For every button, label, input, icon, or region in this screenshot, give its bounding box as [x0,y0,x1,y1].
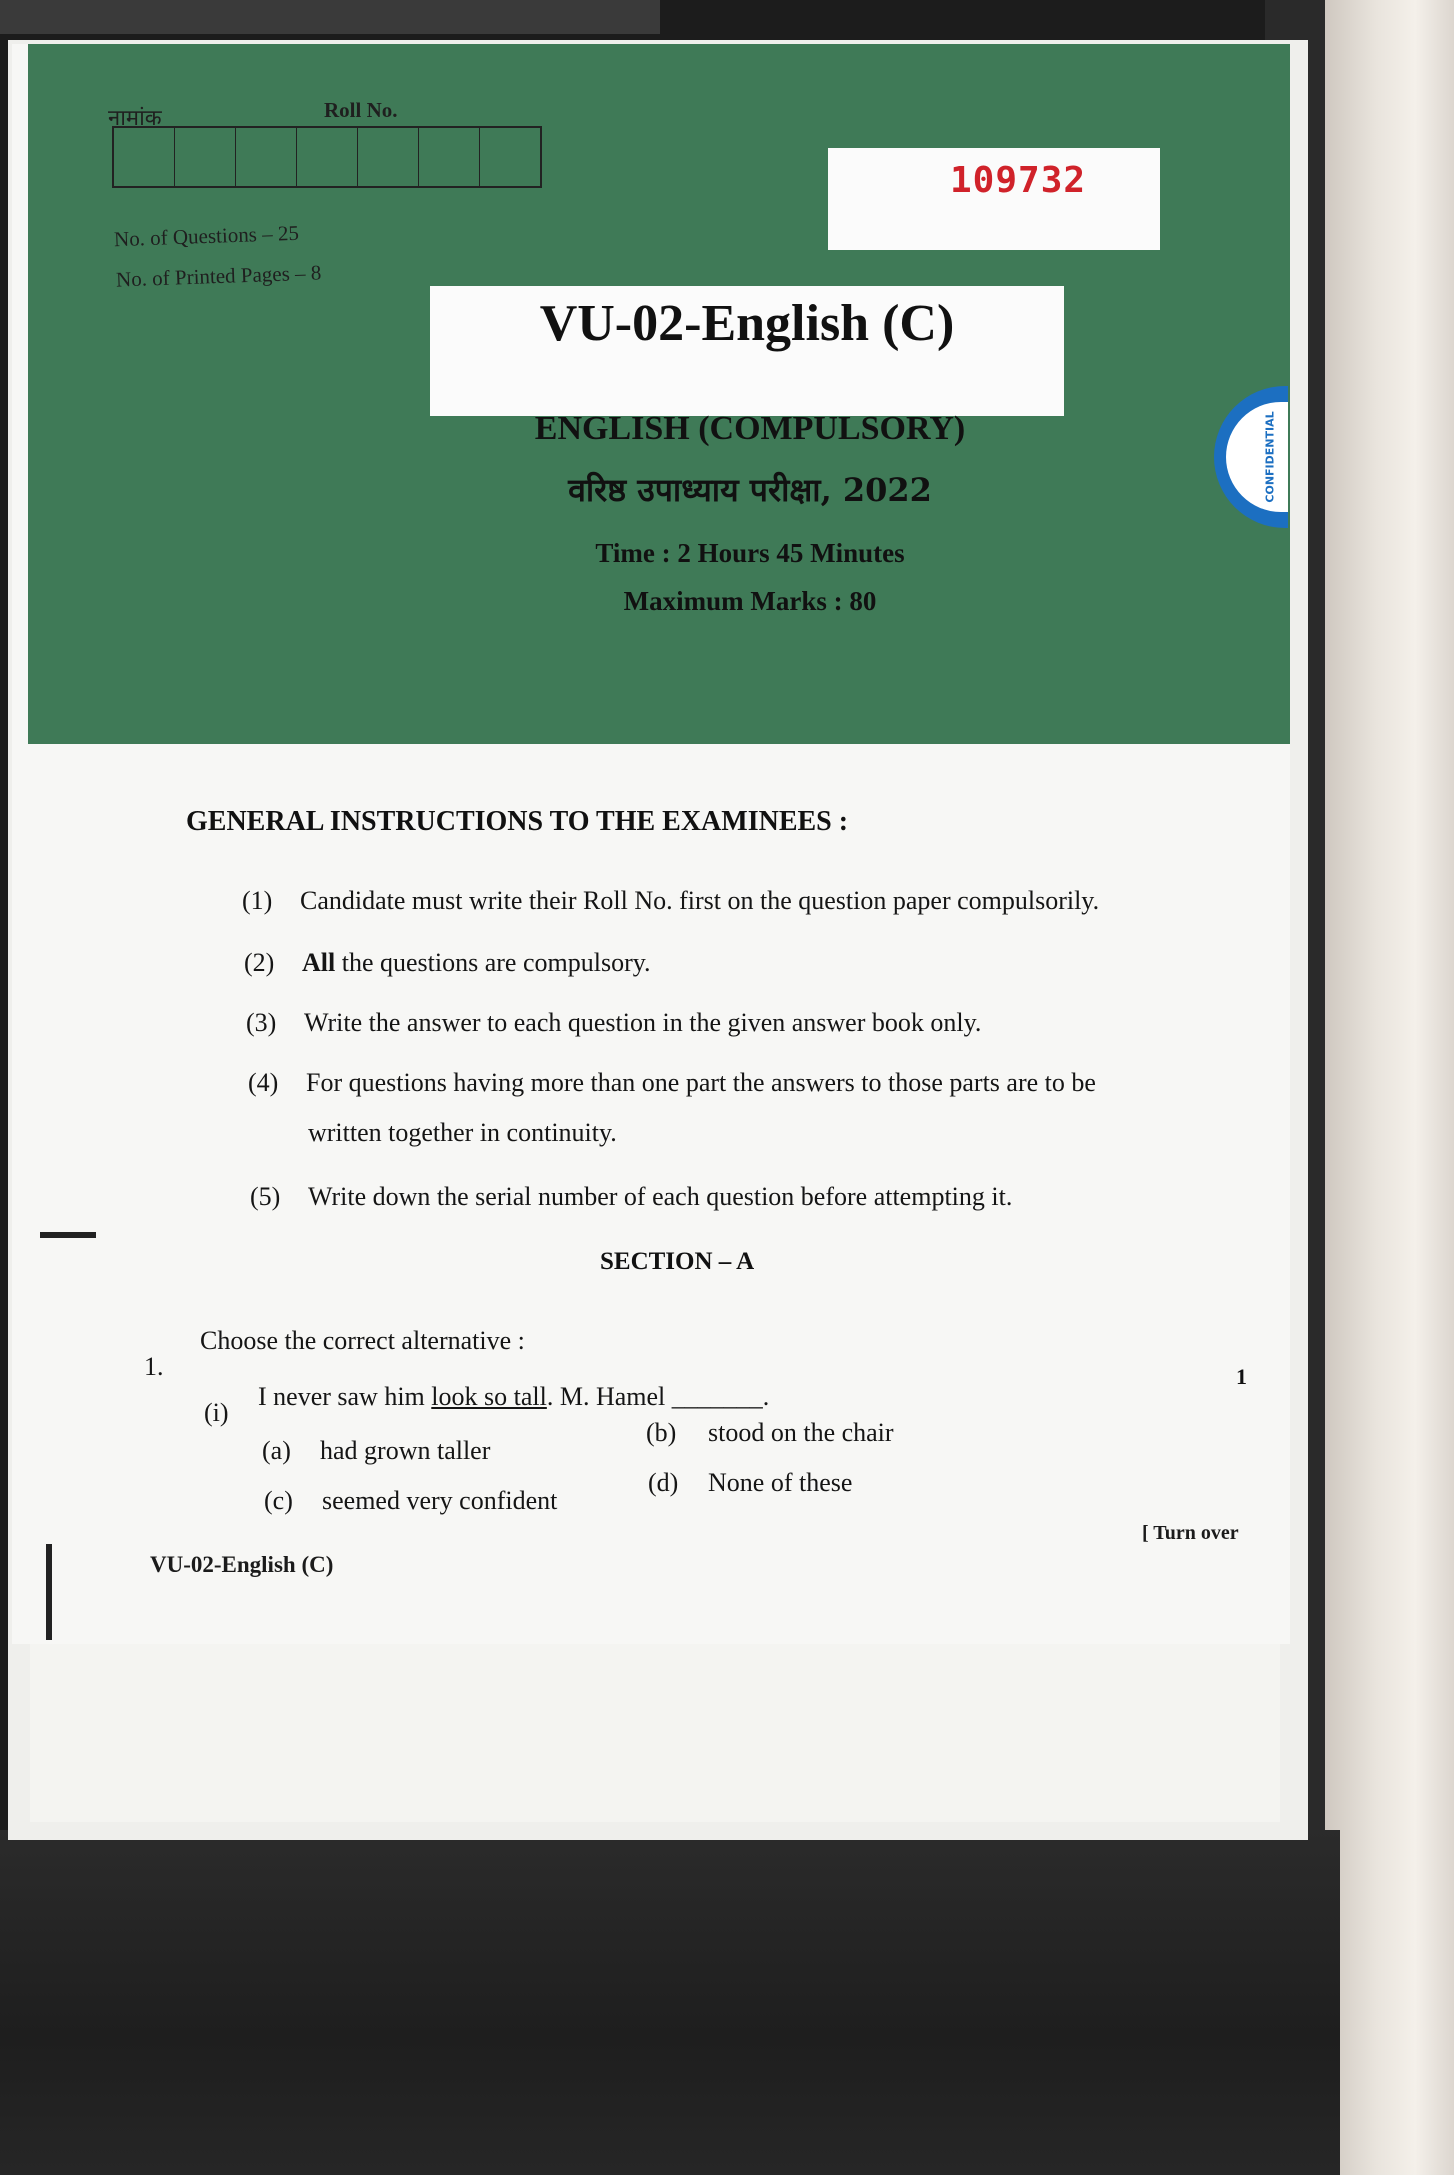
scan-background-right [1325,0,1454,2175]
sub-question-pre: I never saw him [258,1382,425,1411]
option [648,1468,852,1498]
instruction-item [246,1008,981,1038]
page-edge-mark [40,1232,96,1238]
question-marks: 1 [1236,1364,1247,1389]
option [262,1436,490,1466]
roll-box [480,128,540,186]
question-count: No. of Questions – 25 [113,220,300,252]
instruction-number: (1) [242,886,273,915]
instruction-item [250,1182,1012,1212]
option [646,1418,894,1448]
turn-over-label: [ Turn over [1142,1522,1239,1544]
option-key: (c) [264,1486,293,1515]
maximum-marks: Maximum Marks : 80 [623,586,877,616]
question-number: 1. [144,1352,164,1381]
option [264,1486,557,1516]
option-key: (a) [262,1436,291,1465]
instruction-number: (4) [248,1068,279,1097]
exam-duration: Time : 2 Hours 45 Minutes [595,538,905,568]
instruction-text: Candidate must write their Roll No. first on the question paper compulsorily. [300,886,1100,915]
footer-paper-code: VU-02-English (C) [150,1552,334,1577]
section-heading: SECTION – A [600,1248,755,1275]
instruction-number: (5) [250,1182,281,1211]
option-text: had grown taller [320,1436,491,1465]
exam-name-hindi: वरिष्ठ उपाध्याय परीक्षा, 2022 [568,471,932,509]
page-edge-mark [46,1544,52,1640]
instruction-bold: All [302,948,336,977]
roll-label-hindi: नामांक [108,105,162,130]
instruction-item [242,886,1099,916]
instruction-number: (2) [244,948,275,977]
roll-box [236,128,297,186]
page-count: No. of Printed Pages – 8 [115,260,322,292]
instruction-item [248,1068,1096,1098]
instruction-item [244,948,651,978]
subject-title: ENGLISH (COMPULSORY) [534,410,966,447]
instruction-continuation: written together in continuity. [308,1118,617,1147]
roll-number-boxes [112,126,542,188]
instruction-number: (3) [246,1008,277,1037]
option-text: stood on the chair [708,1418,894,1447]
page-lower-sheet [30,1644,1280,1822]
instruction-text: Write the answer to each question in the given answer book only. [304,1008,982,1037]
instruction-text: Write down the serial number of each question before attempting it. [308,1182,1013,1211]
sub-question-underlined: look so tall [431,1382,547,1411]
option-text: None of these [708,1468,853,1497]
sub-question-post: . M. Hamel _______. [546,1382,770,1411]
option-key: (d) [648,1468,679,1497]
roll-box [419,128,480,186]
sub-question-text [258,1382,769,1412]
scan-background-top [0,0,660,34]
serial-number: 109732 [950,160,1087,201]
roll-box [175,128,236,186]
instructions-heading: GENERAL INSTRUCTIONS TO THE EXAMINEES : [186,806,849,837]
roll-box [358,128,419,186]
option-text: seemed very confident [322,1486,558,1515]
scan-background-bottom [0,1830,1340,2175]
sub-question-number: (i) [204,1398,229,1427]
confidential-label: CONFIDENTIAL [1263,411,1277,503]
roll-box [297,128,358,186]
roll-label: Roll No. [324,98,398,122]
paper-code-title: VU-02-English (C) [539,295,955,352]
question-prompt: Choose the correct alternative : [200,1326,525,1355]
instruction-text: the questions are compulsory. [341,948,651,977]
instruction-text: For questions having more than one part the answers to those parts are to be [306,1068,1096,1097]
option-key: (b) [646,1418,677,1447]
roll-box [114,128,175,186]
